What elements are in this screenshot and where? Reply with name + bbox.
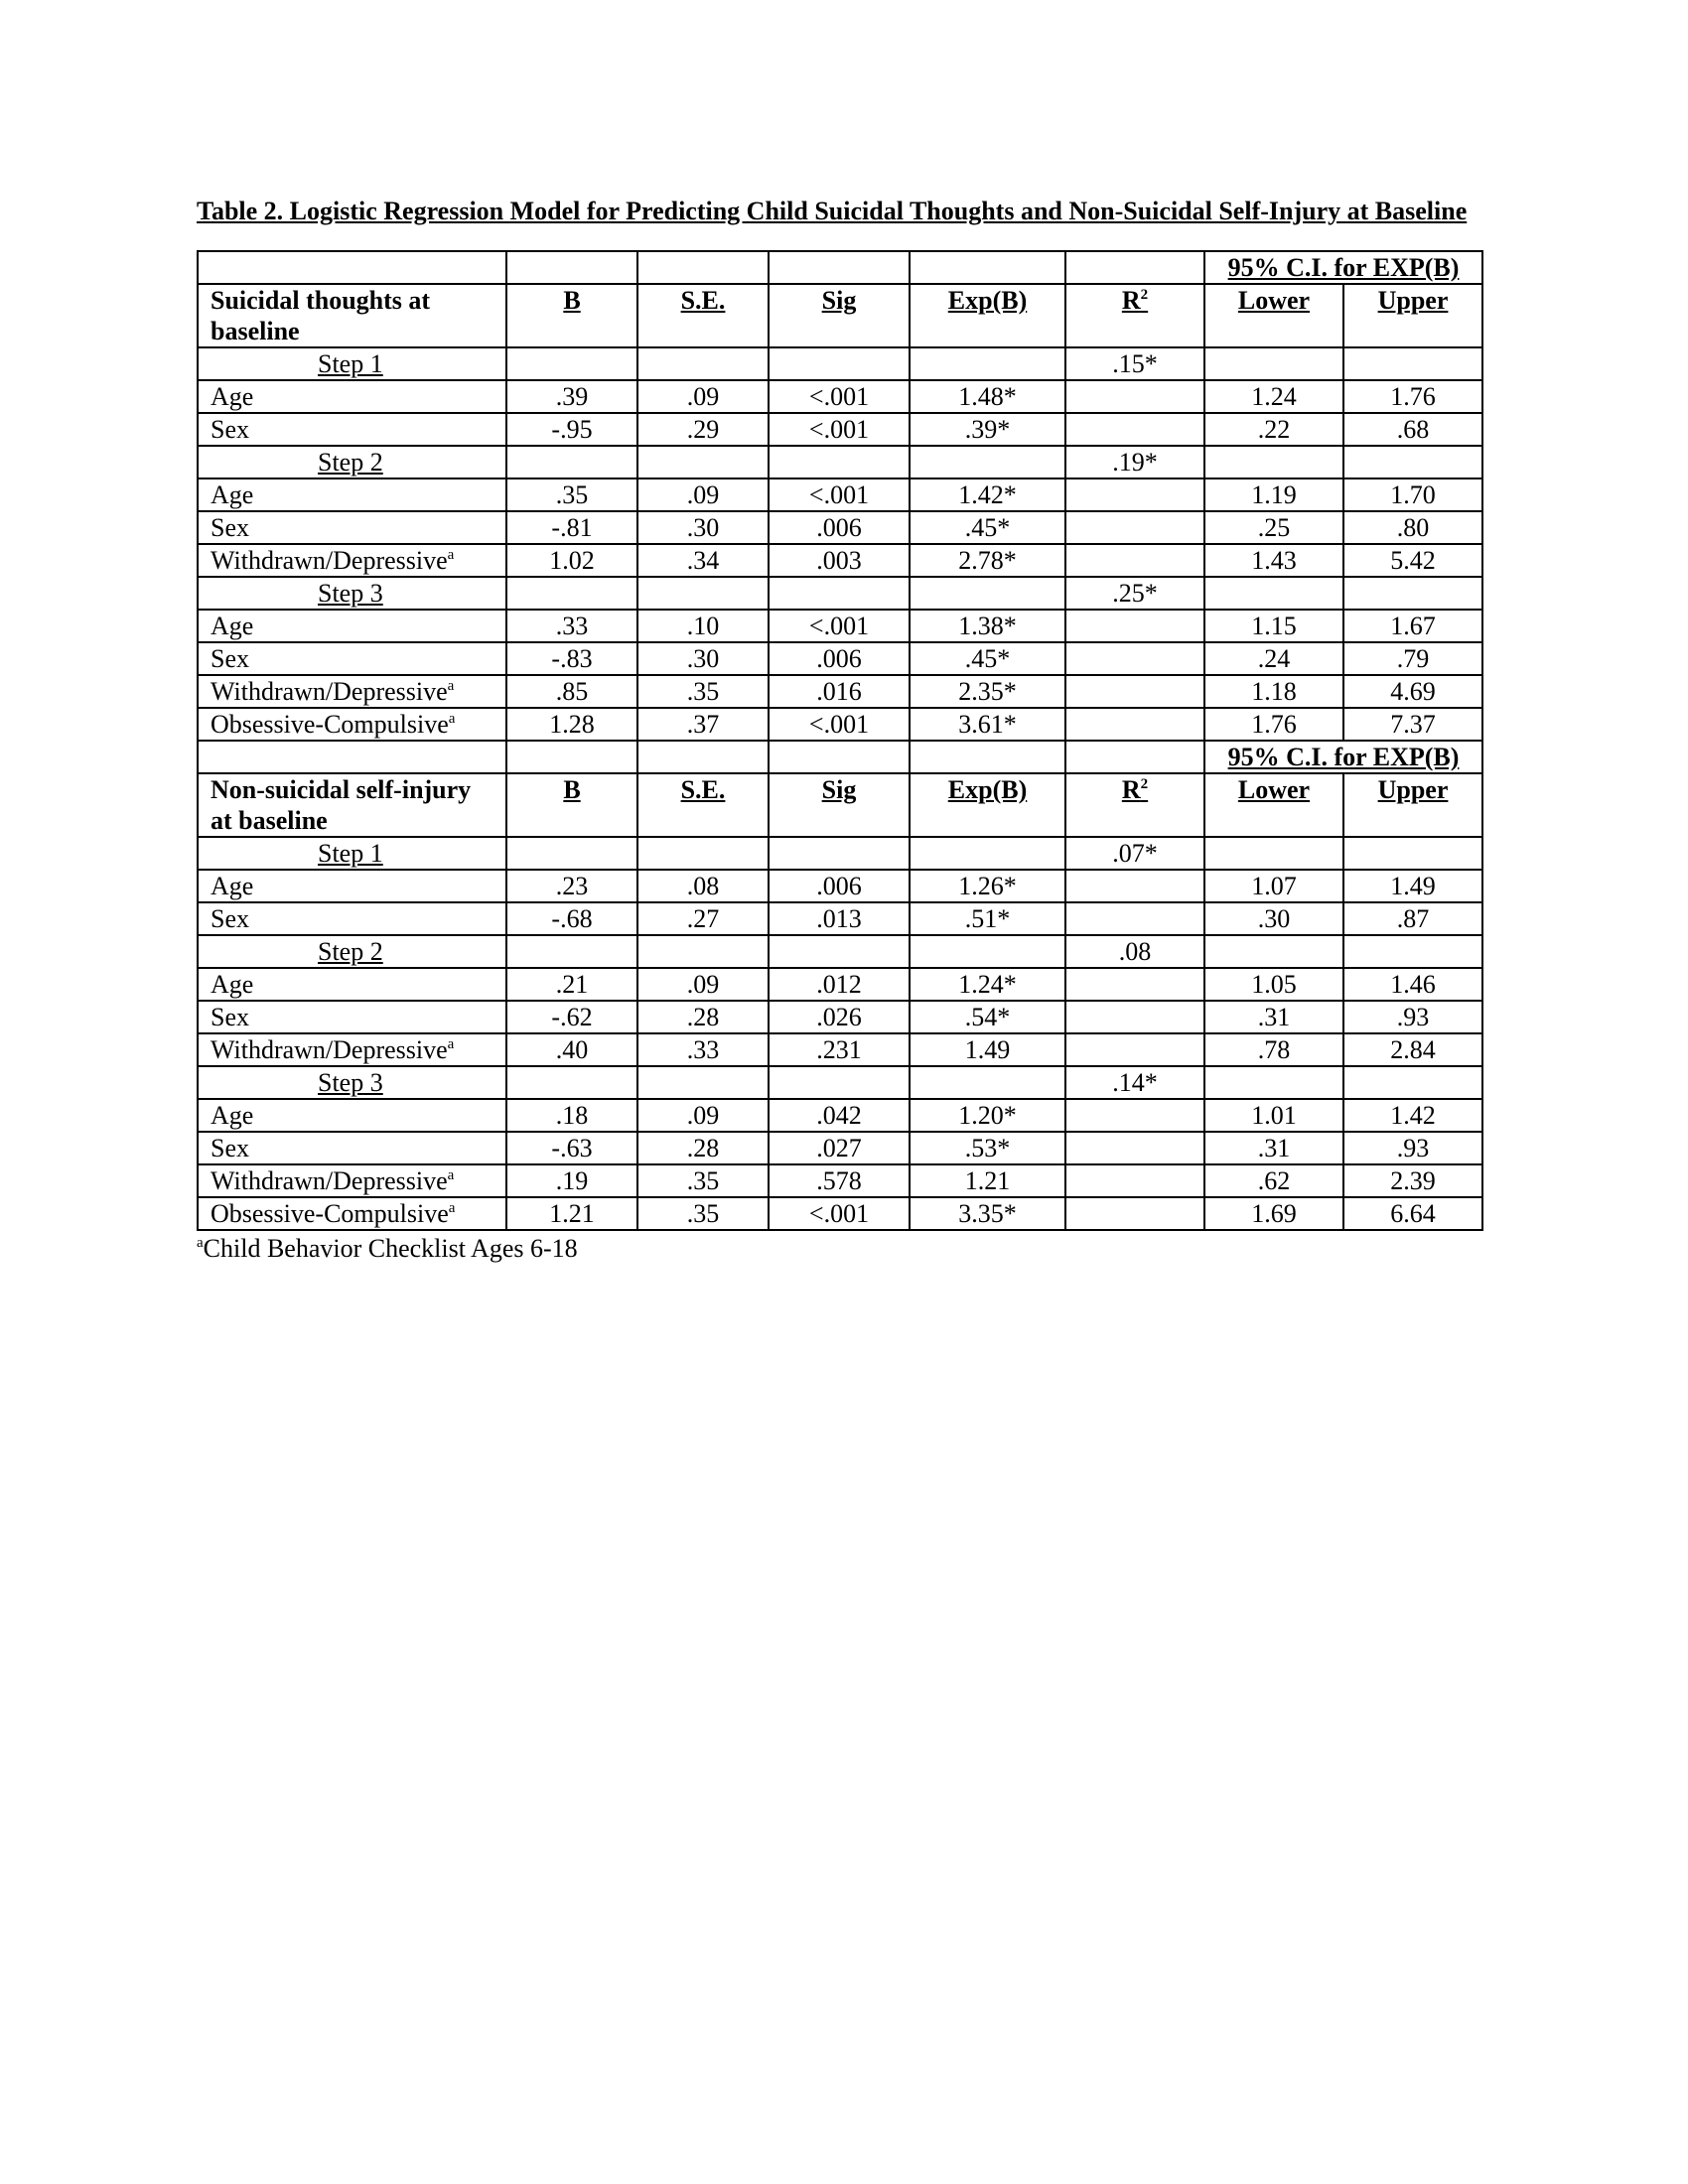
cell-sig: <.001 — [769, 478, 910, 511]
cell-sig: <.001 — [769, 610, 910, 642]
cell-lower — [1204, 446, 1343, 478]
footnote-ref: a — [448, 711, 456, 727]
footnote-ref: a — [447, 1167, 455, 1183]
cell-expb — [910, 1066, 1065, 1099]
cell-expb — [910, 935, 1065, 968]
cell-sig: <.001 — [769, 1197, 910, 1230]
table-row — [198, 1001, 1482, 1033]
footnote-mark: a — [197, 1235, 204, 1251]
table-row — [198, 1197, 1482, 1230]
cell-expb: 1.42* — [910, 478, 1065, 511]
cell-lower — [1204, 577, 1343, 610]
cell-sig — [769, 347, 910, 380]
cell-r2 — [1065, 1033, 1204, 1066]
cell-r2 — [1065, 1001, 1204, 1033]
cell-upper — [1343, 347, 1482, 380]
cell-upper: 1.46 — [1343, 968, 1482, 1001]
cell-se: .34 — [637, 544, 769, 577]
cell-b: -.83 — [506, 642, 637, 675]
cell-b: -.95 — [506, 413, 637, 446]
cell-lower: .31 — [1204, 1001, 1343, 1033]
cell-upper: 1.76 — [1343, 380, 1482, 413]
cell-expb: 3.35* — [910, 1197, 1065, 1230]
predictor-label — [198, 968, 506, 1001]
cell-sig: .042 — [769, 1099, 910, 1132]
row-label-text: Step 3 — [318, 1068, 383, 1097]
cell-sig — [769, 577, 910, 610]
cell-expb — [910, 446, 1065, 478]
cell-lower: 1.69 — [1204, 1197, 1343, 1230]
table-row — [198, 968, 1482, 1001]
predictor-label — [198, 708, 506, 741]
cell-r2: .19* — [1065, 446, 1204, 478]
col-header-sig: Sig — [769, 773, 910, 837]
predictor-label — [198, 1001, 506, 1033]
step-label — [198, 935, 506, 968]
table-title: Table 2. Logistic Regression Model for Predicting Child Suicidal Thoughts and Non-Suicidal Self-Injury at Baseline — [197, 197, 1468, 225]
cell-sig: .012 — [769, 968, 910, 1001]
cell-lower: .25 — [1204, 511, 1343, 544]
cell-lower — [1204, 347, 1343, 380]
cell-upper: 1.67 — [1343, 610, 1482, 642]
cell-se: .29 — [637, 413, 769, 446]
cell-sig — [769, 1066, 910, 1099]
cell-lower: 1.76 — [1204, 708, 1343, 741]
footnote-ref: a — [447, 678, 455, 694]
cell-se — [637, 446, 769, 478]
table-row — [198, 413, 1482, 446]
predictor-label — [198, 380, 506, 413]
predictor-label — [198, 902, 506, 935]
step-label — [198, 446, 506, 478]
cell-expb: 3.61* — [910, 708, 1065, 741]
cell-upper: .93 — [1343, 1001, 1482, 1033]
row-label-text: Withdrawn/Depressive — [211, 677, 448, 706]
cell-lower: .62 — [1204, 1164, 1343, 1197]
footnote-ref: a — [447, 1036, 455, 1052]
predictor-label — [198, 675, 506, 708]
cell-expb: 1.20* — [910, 1099, 1065, 1132]
cell-expb: 1.48* — [910, 380, 1065, 413]
cell-se — [637, 837, 769, 870]
step-label — [198, 837, 506, 870]
row-label-text: Withdrawn/Depressive — [211, 546, 448, 575]
cell-r2 — [1065, 1164, 1204, 1197]
cell-lower: 1.05 — [1204, 968, 1343, 1001]
table-row — [198, 1099, 1482, 1132]
cell-upper: 7.37 — [1343, 708, 1482, 741]
row-label-text: Step 2 — [318, 448, 383, 477]
predictor-label — [198, 1033, 506, 1066]
row-label-text: Sex — [211, 904, 249, 933]
cell-lower: 1.18 — [1204, 675, 1343, 708]
cell-se: .09 — [637, 380, 769, 413]
col-header-lower: Lower — [1204, 773, 1343, 837]
cell-expb — [910, 577, 1065, 610]
cell-b: 1.21 — [506, 1197, 637, 1230]
cell-se: .33 — [637, 1033, 769, 1066]
cell-sig: .003 — [769, 544, 910, 577]
row-label-text: Step 2 — [318, 937, 383, 966]
empty-cell — [910, 741, 1065, 773]
cell-se: .09 — [637, 478, 769, 511]
cell-sig: .026 — [769, 1001, 910, 1033]
ci-label-row — [198, 251, 1482, 284]
cell-upper: 5.42 — [1343, 544, 1482, 577]
regression-table — [197, 250, 1483, 1231]
cell-b — [506, 347, 637, 380]
cell-r2 — [1065, 1197, 1204, 1230]
cell-lower — [1204, 1066, 1343, 1099]
cell-se: .27 — [637, 902, 769, 935]
cell-upper — [1343, 577, 1482, 610]
table-row — [198, 1132, 1482, 1164]
ci-header: 95% C.I. for EXP(B) — [1204, 741, 1482, 773]
step-label — [198, 347, 506, 380]
cell-r2 — [1065, 1099, 1204, 1132]
col-header-lower: Lower — [1204, 284, 1343, 347]
empty-cell — [198, 741, 506, 773]
empty-cell — [910, 251, 1065, 284]
cell-b: .35 — [506, 478, 637, 511]
cell-b: .21 — [506, 968, 637, 1001]
cell-lower: 1.43 — [1204, 544, 1343, 577]
row-label-text: Age — [211, 1101, 254, 1130]
cell-r2: .14* — [1065, 1066, 1204, 1099]
cell-se: .30 — [637, 642, 769, 675]
cell-b: 1.28 — [506, 708, 637, 741]
cell-lower: 1.15 — [1204, 610, 1343, 642]
cell-b: .39 — [506, 380, 637, 413]
cell-lower — [1204, 837, 1343, 870]
predictor-label — [198, 544, 506, 577]
cell-lower: .31 — [1204, 1132, 1343, 1164]
cell-expb: .45* — [910, 511, 1065, 544]
cell-upper: .79 — [1343, 642, 1482, 675]
cell-lower: .78 — [1204, 1033, 1343, 1066]
table-row — [198, 870, 1482, 902]
cell-r2 — [1065, 968, 1204, 1001]
step-row — [198, 935, 1482, 968]
cell-r2 — [1065, 902, 1204, 935]
section-heading: Suicidal thoughts at baseline — [198, 284, 506, 347]
row-label-text: Sex — [211, 644, 249, 673]
row-label-text: Step 1 — [318, 349, 383, 378]
cell-r2: .08 — [1065, 935, 1204, 968]
cell-lower: .22 — [1204, 413, 1343, 446]
table-row — [198, 902, 1482, 935]
row-label-text: Age — [211, 480, 254, 509]
row-label-text: Step 3 — [318, 579, 383, 608]
cell-se — [637, 1066, 769, 1099]
row-label-text: Obsessive-Compulsive — [211, 1199, 449, 1228]
cell-sig: .006 — [769, 511, 910, 544]
row-label-text: Sex — [211, 1134, 249, 1162]
predictor-label — [198, 1099, 506, 1132]
cell-expb: .53* — [910, 1132, 1065, 1164]
cell-r2: .07* — [1065, 837, 1204, 870]
cell-upper: 1.49 — [1343, 870, 1482, 902]
cell-r2 — [1065, 675, 1204, 708]
col-header-upper: Upper — [1343, 284, 1482, 347]
cell-b: .40 — [506, 1033, 637, 1066]
cell-b: 1.02 — [506, 544, 637, 577]
row-label-text: Age — [211, 382, 254, 411]
cell-expb: 1.49 — [910, 1033, 1065, 1066]
cell-se: .28 — [637, 1001, 769, 1033]
header-row — [198, 773, 1482, 837]
empty-cell — [769, 251, 910, 284]
cell-se: .35 — [637, 1164, 769, 1197]
col-header-se: S.E. — [637, 284, 769, 347]
cell-b: .23 — [506, 870, 637, 902]
cell-b: .19 — [506, 1164, 637, 1197]
cell-b: .33 — [506, 610, 637, 642]
cell-sig: .006 — [769, 642, 910, 675]
cell-expb — [910, 837, 1065, 870]
cell-se: .09 — [637, 968, 769, 1001]
cell-upper — [1343, 446, 1482, 478]
cell-se: .30 — [637, 511, 769, 544]
col-header-b: B — [506, 284, 637, 347]
footnote — [197, 1233, 1481, 1265]
cell-lower: 1.24 — [1204, 380, 1343, 413]
cell-upper: 6.64 — [1343, 1197, 1482, 1230]
cell-se: .10 — [637, 610, 769, 642]
cell-expb — [910, 347, 1065, 380]
cell-expb: 1.24* — [910, 968, 1065, 1001]
empty-cell — [637, 741, 769, 773]
table-row — [198, 380, 1482, 413]
cell-r2 — [1065, 380, 1204, 413]
cell-upper: 2.39 — [1343, 1164, 1482, 1197]
cell-se — [637, 935, 769, 968]
table-row — [198, 478, 1482, 511]
step-label — [198, 577, 506, 610]
cell-lower: 1.19 — [1204, 478, 1343, 511]
cell-b — [506, 837, 637, 870]
row-label-text: Sex — [211, 415, 249, 444]
empty-cell — [1065, 741, 1204, 773]
cell-se — [637, 347, 769, 380]
cell-sig: <.001 — [769, 413, 910, 446]
step-row — [198, 446, 1482, 478]
predictor-label — [198, 413, 506, 446]
cell-sig: .013 — [769, 902, 910, 935]
r2-base: R — [1121, 286, 1141, 315]
cell-lower: 1.01 — [1204, 1099, 1343, 1132]
empty-cell — [769, 741, 910, 773]
cell-r2 — [1065, 511, 1204, 544]
empty-cell — [637, 251, 769, 284]
cell-sig — [769, 935, 910, 968]
col-header-se: S.E. — [637, 773, 769, 837]
cell-expb: 1.38* — [910, 610, 1065, 642]
cell-upper: .80 — [1343, 511, 1482, 544]
col-header-sig: Sig — [769, 284, 910, 347]
empty-cell — [506, 741, 637, 773]
row-label-text: Age — [211, 970, 254, 999]
table-row — [198, 544, 1482, 577]
step-row — [198, 1066, 1482, 1099]
cell-b: -.68 — [506, 902, 637, 935]
cell-sig: .578 — [769, 1164, 910, 1197]
footnote-ref: a — [447, 547, 455, 563]
cell-upper: .87 — [1343, 902, 1482, 935]
cell-expb: 1.21 — [910, 1164, 1065, 1197]
table-row — [198, 642, 1482, 675]
cell-lower: .30 — [1204, 902, 1343, 935]
cell-se — [637, 577, 769, 610]
step-row — [198, 347, 1482, 380]
cell-sig: <.001 — [769, 708, 910, 741]
cell-lower: .24 — [1204, 642, 1343, 675]
cell-b: .85 — [506, 675, 637, 708]
row-label-text: Withdrawn/Depressive — [211, 1166, 448, 1195]
col-header-r2 — [1065, 773, 1204, 837]
cell-expb: .51* — [910, 902, 1065, 935]
predictor-label — [198, 1197, 506, 1230]
row-label-text: Sex — [211, 513, 249, 542]
cell-expb: .54* — [910, 1001, 1065, 1033]
cell-lower — [1204, 935, 1343, 968]
step-row — [198, 837, 1482, 870]
col-header-b: B — [506, 773, 637, 837]
cell-upper: 1.42 — [1343, 1099, 1482, 1132]
row-label-text: Withdrawn/Depressive — [211, 1035, 448, 1064]
cell-r2: .25* — [1065, 577, 1204, 610]
cell-upper: .68 — [1343, 413, 1482, 446]
predictor-label — [198, 1164, 506, 1197]
table-row — [198, 1164, 1482, 1197]
cell-sig: .016 — [769, 675, 910, 708]
predictor-label — [198, 870, 506, 902]
cell-sig: .006 — [769, 870, 910, 902]
cell-b — [506, 577, 637, 610]
cell-r2 — [1065, 708, 1204, 741]
cell-upper: 4.69 — [1343, 675, 1482, 708]
empty-cell — [198, 251, 506, 284]
cell-sig: .231 — [769, 1033, 910, 1066]
r2-superscript: 2 — [1140, 776, 1149, 792]
row-label-text: Sex — [211, 1003, 249, 1031]
cell-b: -.81 — [506, 511, 637, 544]
cell-expb: .39* — [910, 413, 1065, 446]
cell-r2 — [1065, 642, 1204, 675]
table-body — [198, 251, 1482, 1230]
empty-cell — [506, 251, 637, 284]
cell-expb: .45* — [910, 642, 1065, 675]
empty-cell — [1065, 251, 1204, 284]
cell-b: -.63 — [506, 1132, 637, 1164]
table-row — [198, 708, 1482, 741]
cell-lower: 1.07 — [1204, 870, 1343, 902]
cell-sig: .027 — [769, 1132, 910, 1164]
cell-sig: <.001 — [769, 380, 910, 413]
footnote-ref: a — [448, 1200, 456, 1216]
table-row — [198, 675, 1482, 708]
table-row — [198, 610, 1482, 642]
table-row — [198, 1033, 1482, 1066]
predictor-label — [198, 1132, 506, 1164]
ci-label-row — [198, 741, 1482, 773]
cell-upper: .93 — [1343, 1132, 1482, 1164]
predictor-label — [198, 642, 506, 675]
col-header-expb: Exp(B) — [910, 284, 1065, 347]
row-label-text: Step 1 — [318, 839, 383, 868]
cell-expb: 2.35* — [910, 675, 1065, 708]
cell-se: .37 — [637, 708, 769, 741]
cell-b: -.62 — [506, 1001, 637, 1033]
cell-expb: 1.26* — [910, 870, 1065, 902]
table-row — [198, 511, 1482, 544]
col-header-r2 — [1065, 284, 1204, 347]
ci-header: 95% C.I. for EXP(B) — [1204, 251, 1482, 284]
cell-r2 — [1065, 610, 1204, 642]
cell-se: .08 — [637, 870, 769, 902]
row-label-text: Age — [211, 872, 254, 900]
cell-r2 — [1065, 544, 1204, 577]
r2-superscript: 2 — [1140, 287, 1149, 303]
cell-se: .28 — [637, 1132, 769, 1164]
cell-b — [506, 1066, 637, 1099]
header-row — [198, 284, 1482, 347]
document-page — [197, 195, 1481, 1265]
predictor-label — [198, 610, 506, 642]
row-label-text: Obsessive-Compulsive — [211, 710, 449, 739]
cell-sig — [769, 837, 910, 870]
cell-b: .18 — [506, 1099, 637, 1132]
cell-r2 — [1065, 1132, 1204, 1164]
predictor-label — [198, 478, 506, 511]
predictor-label — [198, 511, 506, 544]
cell-r2 — [1065, 413, 1204, 446]
cell-b — [506, 446, 637, 478]
row-label-text: Age — [211, 612, 254, 640]
cell-upper — [1343, 1066, 1482, 1099]
cell-sig — [769, 446, 910, 478]
cell-r2: .15* — [1065, 347, 1204, 380]
step-row — [198, 577, 1482, 610]
footnote-text: Child Behavior Checklist Ages 6-18 — [203, 1234, 578, 1263]
r2-base: R — [1121, 775, 1141, 804]
cell-upper — [1343, 935, 1482, 968]
cell-se: .35 — [637, 1197, 769, 1230]
cell-r2 — [1065, 478, 1204, 511]
cell-se: .35 — [637, 675, 769, 708]
section-heading: Non-suicidal self-injury at baseline — [198, 773, 506, 837]
step-label — [198, 1066, 506, 1099]
cell-upper: 2.84 — [1343, 1033, 1482, 1066]
cell-r2 — [1065, 870, 1204, 902]
cell-upper: 1.70 — [1343, 478, 1482, 511]
cell-b — [506, 935, 637, 968]
cell-se: .09 — [637, 1099, 769, 1132]
col-header-expb: Exp(B) — [910, 773, 1065, 837]
cell-expb: 2.78* — [910, 544, 1065, 577]
col-header-upper: Upper — [1343, 773, 1482, 837]
cell-upper — [1343, 837, 1482, 870]
